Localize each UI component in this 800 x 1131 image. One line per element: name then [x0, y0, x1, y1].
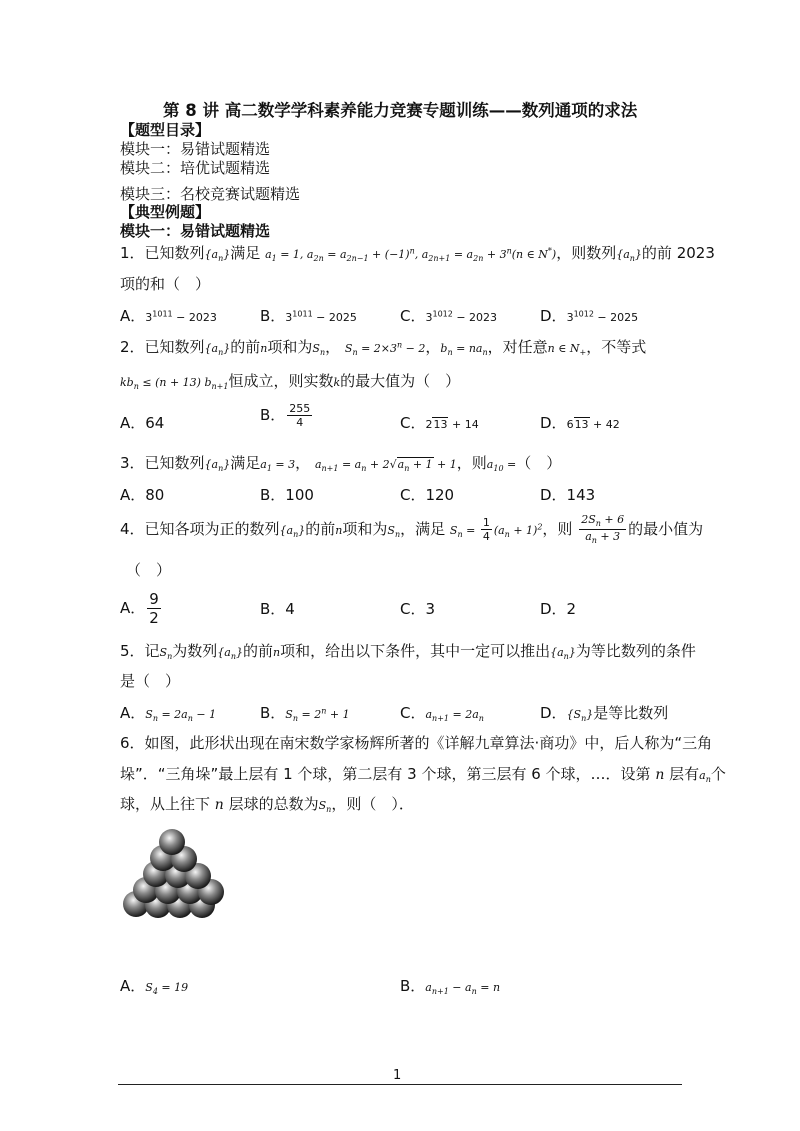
q2-option-b[interactable]: B． $\frac{255}{4}$ [260, 402, 311, 430]
toc-item-3: 模块三：名校竞赛试题精选 [120, 185, 301, 203]
q4-option-b[interactable]: B．4 [260, 600, 295, 618]
question-5: 5．记$S_n$为数列$\{a_n\}$的前n项和，给出以下条件，其中一定可以推出$\{a_n\}$为等比数列的条件 [120, 642, 696, 662]
q3-option-d[interactable]: D．143 [540, 486, 596, 504]
q2-option-c[interactable]: C．213 + 14 [400, 414, 479, 432]
q3-option-c[interactable]: C．120 [400, 486, 455, 504]
ball-pyramid-figure [118, 822, 230, 922]
page-number: 1 [393, 1068, 402, 1083]
q1-option-c[interactable]: C．$3^{1012} - 2023$ [400, 307, 498, 325]
q1-text: 的前 2023 [641, 244, 715, 262]
q1-text: ，则数列 [556, 244, 617, 262]
q6-line3: 球，从上往下 n 层球的总数为$S_n$，则（ ）． [120, 795, 414, 815]
q2-option-d[interactable]: D．613 + 42 [540, 414, 620, 432]
toc-heading: 【题型目录】 [120, 121, 211, 139]
q5-line2: 是（ ） [120, 672, 181, 690]
q6-option-b[interactable]: B．$a_{n+1} - a_n = n$ [400, 977, 501, 997]
q1-option-a[interactable]: A．$3^{1011} - 2023$ [120, 307, 217, 325]
pyramid-balls [123, 829, 224, 918]
q6-option-a[interactable]: A．$S_4 = 19$ [120, 977, 189, 997]
q4-option-c[interactable]: C．3 [400, 600, 436, 618]
q5-option-a[interactable]: A．$S_n = 2a_n - 1$ [120, 704, 217, 724]
toc-item-1: 模块一：易错试题精选 [120, 140, 271, 158]
q4-option-d[interactable]: D．2 [540, 600, 577, 618]
question-1: 1．已知数列$\{a_n\}$满足 $a_1 = 1$, $a_{2n} = a_{2n-1} + (-1)^n$, $a_{2n+1} = a_{2n} + 3^n(n$ ∈ N*)，则数列$\{a_n\}$的前 2023 [120, 244, 715, 264]
toc-item-2: 模块二：培优试题精选 [120, 159, 271, 177]
q2-line2: $kb_n \le (n + 13)$ $b_{n+1}$恒成立，则实数k的最大值为（ ） [120, 372, 461, 392]
q1-line2: 项的和（ ） [120, 275, 211, 293]
q2-option-a[interactable]: A．64 [120, 414, 165, 432]
q5-option-c[interactable]: C．$a_{n+1} = 2a_n$ [400, 704, 484, 724]
q5-option-b[interactable]: B．$S_n = 2^n + 1$ [260, 704, 350, 724]
q1-option-d[interactable]: D．$3^{1012} - 2025$ [540, 307, 639, 325]
q5-option-d[interactable]: D．$\{S_n\}$是等比数列 [540, 704, 669, 724]
q4-line2: （ ） [126, 561, 172, 579]
q3-option-b[interactable]: B．100 [260, 486, 314, 504]
page-title: 第 8 讲 高二数学学科素养能力竞赛专题训练——数列通项的求法 [163, 101, 638, 120]
q4-option-a[interactable]: A． $\frac{9}{2}$ [120, 590, 159, 627]
question-4: 4．已知各项为正的数列$\{a_n\}$的前n项和为$S_n$，满足 $S_n$ = $\frac{1}{4}$ $(a_n + 1)^2$，则 $\frac{2S_n + 6}{a_n + 3}$ 的最小值为 [120, 513, 704, 545]
q6-line2: 垛”．“三角垛”最上层有 1 个球，第二层有 3 个球，第三层有 6 个球，…．设第 n 层有$a_n$个 [120, 765, 726, 785]
question-6: 6．如图，此形状出现在南宋数学家杨辉所著的《详解九章算法·商功》中，后人称为“三角 [120, 734, 713, 752]
question-3: 3．已知数列$\{a_n\}$满足$a_1 = 3$， $a_{n+1} = a_n + 2√a_n + 1 + 1$，则$a_{10}$ =（ ） [120, 454, 562, 474]
q1-text: 1．已知数列 [120, 244, 205, 262]
q1-text: 满足 [230, 244, 261, 262]
footer-divider [118, 1084, 682, 1085]
question-2: 2．已知数列$\{a_n\}$的前n项和为$S_n$， $S_n = 2\times 3^n - 2$，$b_n = na_n$，对任意n ∈ $N_+$，不等式 [120, 338, 647, 358]
module1-heading: 模块一：易错试题精选 [120, 222, 271, 240]
q1-option-b[interactable]: B．$3^{1011} - 2025$ [260, 307, 357, 325]
q3-option-a[interactable]: A．80 [120, 486, 165, 504]
examples-heading: 【典型例题】 [120, 203, 211, 221]
